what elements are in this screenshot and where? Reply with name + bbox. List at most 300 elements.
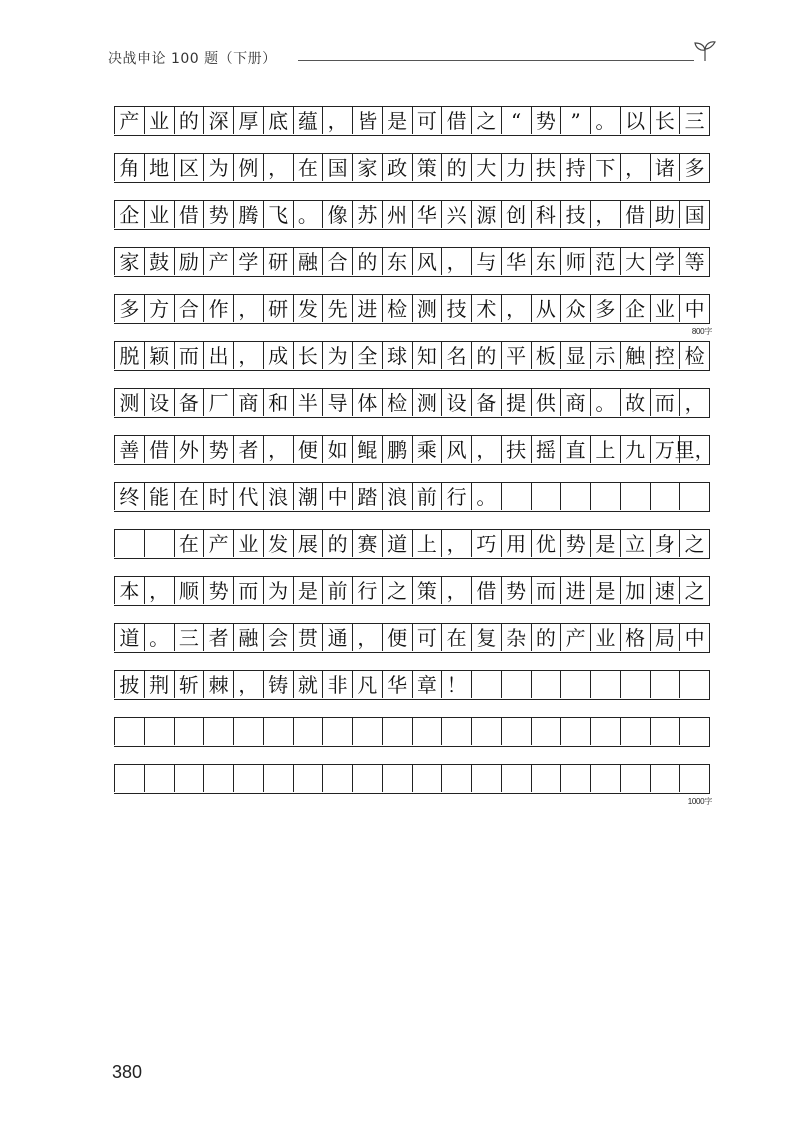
- grid-cell: 立: [620, 530, 650, 557]
- grid-cell: 家: [114, 248, 144, 275]
- grid-cell: 。: [144, 624, 174, 651]
- grid-row: [114, 482, 710, 512]
- grid-cell: 腾: [233, 201, 263, 228]
- grid-cell: 势: [203, 201, 233, 228]
- grid-cell: 业: [233, 530, 263, 557]
- grid-cell: 以: [620, 107, 650, 134]
- grid-cell: 行: [352, 577, 382, 604]
- grid-cell: 半: [293, 389, 323, 416]
- grid-cell: 显: [560, 342, 590, 369]
- grid-cell: 本: [114, 577, 144, 604]
- grid-row: [114, 153, 710, 183]
- grid-cell: ，: [263, 436, 293, 463]
- word-count-mark: 1000字: [687, 797, 712, 806]
- grid-cell: 研: [263, 248, 293, 275]
- grid-cell: 时: [203, 483, 233, 510]
- grid-cell: [114, 530, 144, 557]
- grid-cell: 检: [382, 295, 412, 322]
- grid-cell: [293, 718, 323, 745]
- grid-cell: 可: [412, 107, 442, 134]
- grid-cell: 在: [293, 154, 323, 181]
- grid-cell: 检: [382, 389, 412, 416]
- grid-cell: 扶: [531, 154, 561, 181]
- grid-cell: ，: [441, 248, 471, 275]
- grid-cell: 策: [412, 577, 442, 604]
- grid-cell: 前: [322, 577, 352, 604]
- grid-cell: 势: [531, 107, 561, 134]
- grid-cell: 大: [620, 248, 650, 275]
- grid-cell: 中: [322, 483, 352, 510]
- grid-cell: ，: [590, 201, 620, 228]
- grid-cell: 鹏: [382, 436, 412, 463]
- grid-cell: 东: [531, 248, 561, 275]
- grid-cell: ”: [560, 107, 590, 134]
- grid-cell: 球: [382, 342, 412, 369]
- grid-cell: 的: [322, 530, 352, 557]
- grid-cell: 持: [560, 154, 590, 181]
- grid-cell: 颖: [144, 342, 174, 369]
- grid-cell: 中: [679, 624, 709, 651]
- grid-cell: 会: [263, 624, 293, 651]
- grid-cell: 是: [590, 530, 620, 557]
- grid-cell: 从: [531, 295, 561, 322]
- grid-cell: 诸: [650, 154, 680, 181]
- grid-cell: 身: [650, 530, 680, 557]
- grid-cell: 控: [650, 342, 680, 369]
- grid-cell: 企: [620, 295, 650, 322]
- grid-cell: 外: [174, 436, 204, 463]
- grid-cell: [501, 671, 531, 698]
- grid-cell: 技: [441, 295, 471, 322]
- grid-cell: 源: [471, 201, 501, 228]
- grid-cell: [650, 718, 680, 745]
- grid-cell: [293, 765, 323, 792]
- grid-cell: 备: [471, 389, 501, 416]
- grid-cell: 风: [412, 248, 442, 275]
- grid-cell: 角: [114, 154, 144, 181]
- grid-cell: 皆: [352, 107, 382, 134]
- header-rule: [298, 60, 694, 61]
- grid-cell: 合: [174, 295, 204, 322]
- grid-cell: 业: [144, 107, 174, 134]
- grid-cell: [679, 718, 709, 745]
- grid-row: [114, 341, 710, 371]
- grid-cell: 示: [590, 342, 620, 369]
- grid-cell: 助: [650, 201, 680, 228]
- grid-cell: 非: [322, 671, 352, 698]
- book-title: 决战申论 100 题（下册）: [108, 51, 277, 67]
- grid-cell: 东: [382, 248, 412, 275]
- grid-cell: 州: [382, 201, 412, 228]
- grid-cell: 多: [590, 295, 620, 322]
- grid-cell: ，: [441, 577, 471, 604]
- grid-cell: 而: [174, 342, 204, 369]
- grid-cell: [501, 765, 531, 792]
- grid-cell: [590, 718, 620, 745]
- grid-cell: 借: [471, 577, 501, 604]
- grid-cell: [263, 718, 293, 745]
- grid-cell: ，: [352, 624, 382, 651]
- grid-cell: 多: [114, 295, 144, 322]
- grid-cell: 等: [679, 248, 709, 275]
- grid-cell: 地: [144, 154, 174, 181]
- grid-cell: 便: [382, 624, 412, 651]
- grid-cell: [322, 718, 352, 745]
- grid-cell: 的: [441, 154, 471, 181]
- grid-cell: [590, 765, 620, 792]
- grid-cell: [144, 718, 174, 745]
- grid-cell: 例: [233, 154, 263, 181]
- grid-cell: [650, 765, 680, 792]
- grid-cell: 测: [412, 389, 442, 416]
- grid-cell: 在: [174, 530, 204, 557]
- grid-cell: 通: [322, 624, 352, 651]
- grid-cell: 产: [203, 248, 233, 275]
- grid-cell: [412, 765, 442, 792]
- grid-cell: 里，: [674, 437, 715, 462]
- grid-cell: 能: [144, 483, 174, 510]
- grid-cell: 和: [263, 389, 293, 416]
- grid-cell: 板: [531, 342, 561, 369]
- grid-cell: 国: [322, 154, 352, 181]
- grid-cell: 。: [590, 389, 620, 416]
- grid-cell: [560, 765, 590, 792]
- grid-cell: 万: [650, 436, 680, 463]
- grid-cell: ，: [233, 671, 263, 698]
- grid-cell: ，: [620, 154, 650, 181]
- grid-cell: 为: [322, 342, 352, 369]
- grid-cell: 乘: [412, 436, 442, 463]
- grid-cell: 善: [114, 436, 144, 463]
- grid-cell: 。: [590, 107, 620, 134]
- grid-cell: 上: [412, 530, 442, 557]
- grid-cell: 之: [679, 577, 709, 604]
- grid-cell: 测: [412, 295, 442, 322]
- grid-cell: 业: [144, 201, 174, 228]
- grid-cell: 业: [650, 295, 680, 322]
- grid-cell: 风: [441, 436, 471, 463]
- grid-cell: 企: [114, 201, 144, 228]
- grid-cell: 势: [501, 577, 531, 604]
- grid-cell: 终: [114, 483, 144, 510]
- grid-cell: ，: [233, 295, 263, 322]
- grid-cell: 深: [203, 107, 233, 134]
- grid-cell: 出: [203, 342, 233, 369]
- grid-cell: 就: [293, 671, 323, 698]
- grid-row: [114, 435, 715, 465]
- grid-cell: 鼓: [144, 248, 174, 275]
- grid-cell: 的: [174, 107, 204, 134]
- grid-cell: [233, 765, 263, 792]
- grid-cell: [441, 765, 471, 792]
- grid-cell: 先: [322, 295, 352, 322]
- grid-cell: 范: [590, 248, 620, 275]
- grid-cell: 可: [412, 624, 442, 651]
- grid-cell: 凡: [352, 671, 382, 698]
- grid-cell: ，: [233, 342, 263, 369]
- grid-cell: ，: [441, 530, 471, 557]
- grid-cell: 商: [560, 389, 590, 416]
- grid-cell: 为: [203, 154, 233, 181]
- grid-cell: 大: [471, 154, 501, 181]
- grid-row: [114, 294, 710, 324]
- grid-cell: 杂: [501, 624, 531, 651]
- grid-cell: 而: [650, 389, 680, 416]
- grid-cell: ！: [441, 671, 471, 698]
- grid-cell: 区: [174, 154, 204, 181]
- grid-cell: 力: [501, 154, 531, 181]
- grid-cell: 技: [560, 201, 590, 228]
- grid-cell: 知: [412, 342, 442, 369]
- grid-cell: 是: [590, 577, 620, 604]
- grid-cell: 代: [233, 483, 263, 510]
- grid-cell: 者: [203, 624, 233, 651]
- grid-cell: ，: [322, 107, 352, 134]
- grid-row: [114, 576, 710, 606]
- grid-cell: 检: [679, 342, 709, 369]
- grid-cell: 华: [382, 671, 412, 698]
- grid-cell: 学: [233, 248, 263, 275]
- grid-cell: 速: [650, 577, 680, 604]
- grid-cell: 顺: [174, 577, 204, 604]
- grid-cell: 触: [620, 342, 650, 369]
- grid-cell: [441, 718, 471, 745]
- grid-cell: [620, 718, 650, 745]
- grid-cell: 之: [679, 530, 709, 557]
- grid-row: [114, 529, 710, 559]
- grid-cell: [471, 765, 501, 792]
- grid-cell: 产: [203, 530, 233, 557]
- grid-cell: [382, 765, 412, 792]
- grid-cell: [501, 483, 531, 510]
- grid-cell: 在: [174, 483, 204, 510]
- grid-cell: 是: [382, 107, 412, 134]
- grid-cell: [144, 765, 174, 792]
- grid-cell: ，: [144, 577, 174, 604]
- grid-cell: 之: [382, 577, 412, 604]
- grid-cell: ，: [263, 154, 293, 181]
- grid-cell: 底: [263, 107, 293, 134]
- grid-row: [114, 247, 710, 277]
- grid-cell: 华: [412, 201, 442, 228]
- grid-cell: 兴: [441, 201, 471, 228]
- grid-cell: [233, 718, 263, 745]
- grid-cell: 前: [412, 483, 442, 510]
- grid-cell: [174, 765, 204, 792]
- grid-cell: 方: [144, 295, 174, 322]
- grid-cell: 披: [114, 671, 144, 698]
- grid-cell: [352, 718, 382, 745]
- grid-cell: 而: [531, 577, 561, 604]
- grid-cell: 厂: [203, 389, 233, 416]
- grid-cell: 长: [650, 107, 680, 134]
- grid-cell: [590, 671, 620, 698]
- grid-cell: 借: [144, 436, 174, 463]
- grid-cell: 学: [650, 248, 680, 275]
- grid-row: [114, 106, 710, 136]
- grid-cell: 多: [679, 154, 709, 181]
- grid-cell: [203, 718, 233, 745]
- grid-cell: 贯: [293, 624, 323, 651]
- grid-cell: 提: [501, 389, 531, 416]
- grid-cell: 进: [352, 295, 382, 322]
- grid-cell: 巧: [471, 530, 501, 557]
- grid-cell: 融: [233, 624, 263, 651]
- grid-cell: 潮: [293, 483, 323, 510]
- grid-cell: 道: [382, 530, 412, 557]
- grid-cell: 蕴: [293, 107, 323, 134]
- grid-cell: 在: [441, 624, 471, 651]
- grid-cell: 故: [620, 389, 650, 416]
- grid-row: [114, 764, 710, 794]
- grid-cell: [203, 765, 233, 792]
- grid-row: [114, 623, 710, 653]
- grid-cell: 扶: [501, 436, 531, 463]
- grid-cell: 而: [233, 577, 263, 604]
- grid-cell: 借: [620, 201, 650, 228]
- grid-cell: [114, 765, 144, 792]
- grid-cell: [679, 483, 709, 510]
- sprout-icon: [692, 40, 718, 62]
- grid-cell: [263, 765, 293, 792]
- grid-cell: 摇: [531, 436, 561, 463]
- grid-cell: 进: [560, 577, 590, 604]
- grid-cell: 创: [501, 201, 531, 228]
- grid-cell: 加: [620, 577, 650, 604]
- grid-cell: 之: [471, 107, 501, 134]
- grid-cell: 融: [293, 248, 323, 275]
- grid-cell: ，: [501, 295, 531, 322]
- grid-cell: 。: [293, 201, 323, 228]
- grid-cell: 。: [471, 483, 501, 510]
- grid-cell: 脱: [114, 342, 144, 369]
- grid-cell: 研: [263, 295, 293, 322]
- grid-cell: ，: [471, 436, 501, 463]
- grid-cell: 家: [352, 154, 382, 181]
- grid-row: [114, 670, 710, 700]
- grid-cell: 众: [560, 295, 590, 322]
- grid-cell: [620, 671, 650, 698]
- grid-cell: 国: [679, 201, 709, 228]
- grid-cell: 是: [293, 577, 323, 604]
- grid-cell: 师: [560, 248, 590, 275]
- grid-cell: 踏: [352, 483, 382, 510]
- grid-row: [114, 200, 710, 230]
- grid-cell: [560, 718, 590, 745]
- grid-cell: 的: [352, 248, 382, 275]
- grid-cell: 势: [203, 436, 233, 463]
- grid-cell: 设: [144, 389, 174, 416]
- grid-cell: 策: [412, 154, 442, 181]
- grid-cell: 全: [352, 342, 382, 369]
- grid-cell: 术: [471, 295, 501, 322]
- grid-cell: [144, 530, 174, 557]
- grid-cell: 鲲: [352, 436, 382, 463]
- grid-cell: 借: [441, 107, 471, 134]
- grid-cell: ，: [679, 389, 709, 416]
- grid-cell: 下: [590, 154, 620, 181]
- grid-cell: [560, 483, 590, 510]
- grid-cell: 的: [531, 624, 561, 651]
- running-header: [108, 46, 718, 76]
- grid-cell: 发: [263, 530, 293, 557]
- grid-cell: [560, 671, 590, 698]
- grid-cell: 者: [233, 436, 263, 463]
- grid-cell: [322, 765, 352, 792]
- grid-cell: 三: [174, 624, 204, 651]
- grid-cell: [352, 765, 382, 792]
- grid-cell: 华: [501, 248, 531, 275]
- grid-cell: 浪: [382, 483, 412, 510]
- grid-cell: 格: [620, 624, 650, 651]
- grid-cell: 像: [322, 201, 352, 228]
- grid-cell: 厚: [233, 107, 263, 134]
- grid-cell: “: [501, 107, 531, 134]
- grid-cell: 铸: [263, 671, 293, 698]
- grid-cell: 备: [174, 389, 204, 416]
- word-count-mark: 800字: [691, 327, 712, 336]
- grid-cell: 长: [293, 342, 323, 369]
- grid-cell: [174, 718, 204, 745]
- grid-cell: 道: [114, 624, 144, 651]
- grid-cell: 导: [322, 389, 352, 416]
- grid-cell: [650, 671, 680, 698]
- grid-cell: [531, 718, 561, 745]
- grid-cell: 测: [114, 389, 144, 416]
- grid-row: [114, 388, 710, 418]
- grid-cell: 与: [471, 248, 501, 275]
- grid-cell: [679, 671, 709, 698]
- page-number: 380: [112, 1062, 143, 1082]
- grid-cell: 名: [441, 342, 471, 369]
- grid-cell: 科: [531, 201, 561, 228]
- grid-cell: [679, 765, 709, 792]
- grid-cell: 如: [322, 436, 352, 463]
- grid-cell: 产: [114, 107, 144, 134]
- grid-cell: 发: [293, 295, 323, 322]
- grid-cell: 设: [441, 389, 471, 416]
- grid-cell: 的: [471, 342, 501, 369]
- grid-cell: [382, 718, 412, 745]
- grid-cell: [620, 483, 650, 510]
- grid-cell: 苏: [352, 201, 382, 228]
- grid-cell: 棘: [203, 671, 233, 698]
- grid-cell: 势: [560, 530, 590, 557]
- grid-cell: 产: [560, 624, 590, 651]
- grid-cell: 用: [501, 530, 531, 557]
- grid-cell: 平: [501, 342, 531, 369]
- grid-cell: 中: [679, 295, 709, 322]
- grid-cell: 浪: [263, 483, 293, 510]
- grid-cell: 励: [174, 248, 204, 275]
- grid-row: [114, 717, 710, 747]
- grid-cell: 飞: [263, 201, 293, 228]
- grid-cell: 九: [620, 436, 650, 463]
- grid-cell: 直: [560, 436, 590, 463]
- grid-cell: 上: [590, 436, 620, 463]
- grid-cell: [590, 483, 620, 510]
- grid-cell: [531, 671, 561, 698]
- grid-cell: 复: [471, 624, 501, 651]
- grid-cell: 三: [679, 107, 709, 134]
- grid-cell: 行: [441, 483, 471, 510]
- grid-cell: 供: [531, 389, 561, 416]
- grid-cell: [471, 718, 501, 745]
- grid-cell: [531, 483, 561, 510]
- grid-cell: 商: [233, 389, 263, 416]
- grid-cell: 赛: [352, 530, 382, 557]
- grid-cell: [531, 765, 561, 792]
